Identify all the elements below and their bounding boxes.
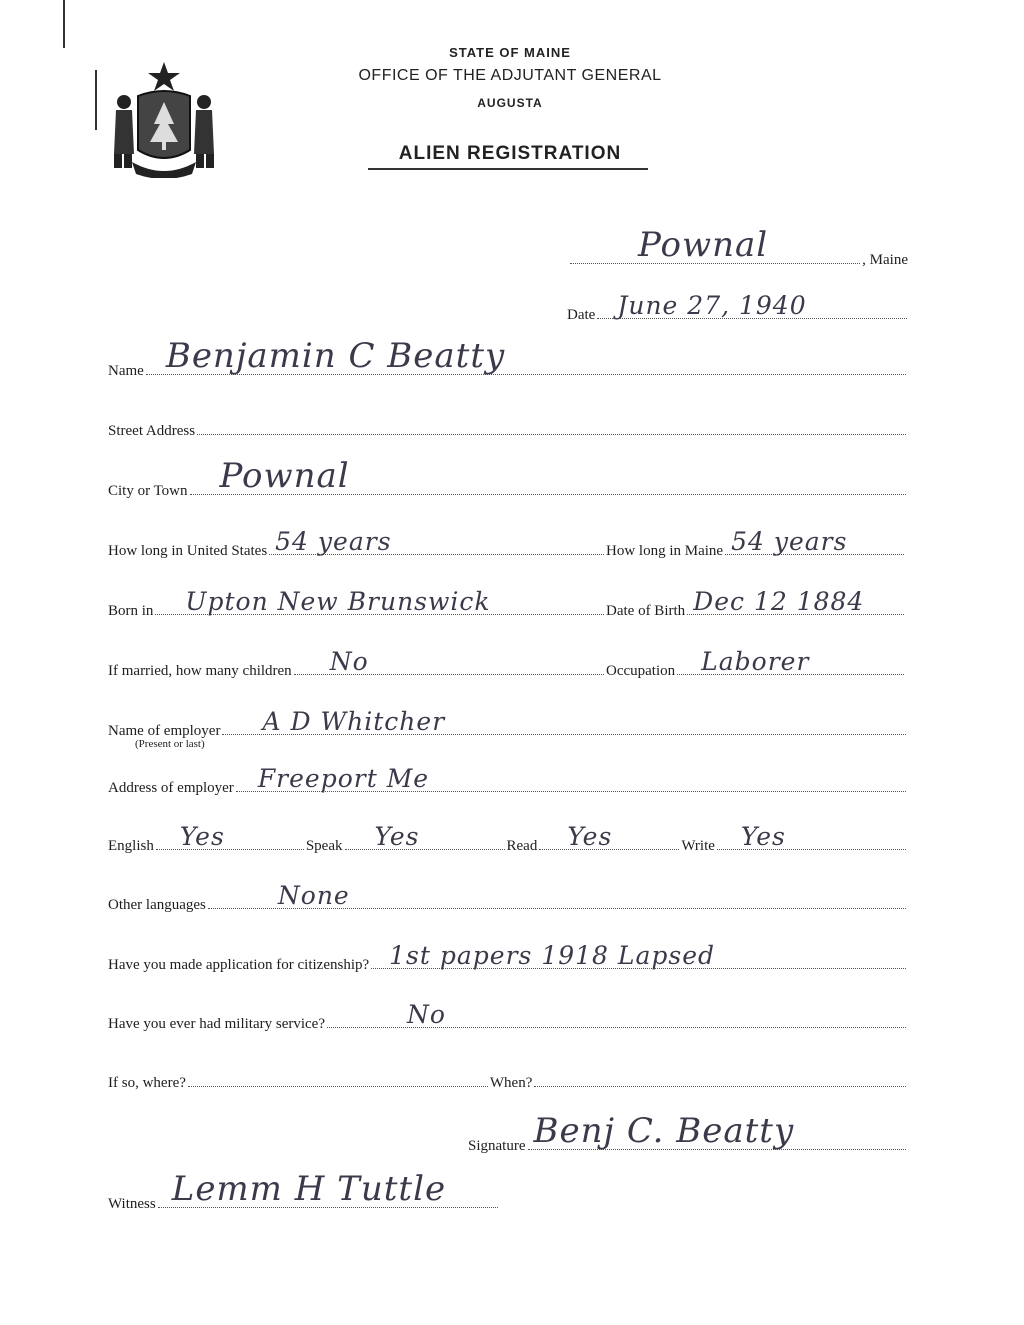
born-in-row bbox=[108, 587, 606, 624]
military-row bbox=[108, 1000, 908, 1037]
when-label: When? bbox=[489, 1075, 533, 1091]
citizenship-field[interactable] bbox=[371, 941, 906, 970]
citizenship-value: 1st papers 1918 Lapsed bbox=[389, 941, 716, 970]
signature-value: Benj C. Beatty bbox=[533, 1111, 795, 1151]
if-so-where-row bbox=[108, 1068, 908, 1096]
form-title: ALIEN REGISTRATION bbox=[398, 143, 622, 164]
name-field[interactable] bbox=[146, 336, 906, 376]
how-long-us-field[interactable] bbox=[269, 527, 604, 556]
signature-row bbox=[468, 1111, 908, 1159]
speak-value: Yes bbox=[374, 822, 420, 851]
how-long-maine-label: How long in Maine bbox=[606, 543, 724, 559]
read-field[interactable] bbox=[539, 822, 679, 851]
scan-artifact bbox=[95, 70, 97, 130]
place-field[interactable] bbox=[570, 225, 860, 265]
place-row bbox=[568, 225, 908, 273]
date-of-birth-field[interactable] bbox=[687, 587, 904, 616]
how-long-maine-field[interactable] bbox=[725, 527, 904, 556]
citizenship-row bbox=[108, 941, 908, 978]
how-long-maine-row bbox=[606, 527, 906, 564]
employer-address-label: Address of employer bbox=[108, 780, 234, 796]
date-of-birth-label: Date of Birth bbox=[606, 603, 686, 619]
name-label: Name bbox=[108, 363, 144, 379]
other-languages-field[interactable] bbox=[208, 881, 906, 910]
military-field[interactable] bbox=[327, 1000, 906, 1029]
english-value: Yes bbox=[179, 822, 225, 851]
born-in-value: Upton New Brunswick bbox=[185, 587, 491, 616]
speak-field[interactable] bbox=[345, 822, 505, 851]
date-row bbox=[567, 291, 909, 328]
children-row bbox=[108, 647, 606, 684]
other-languages-row bbox=[108, 881, 908, 918]
signature-field[interactable] bbox=[528, 1111, 907, 1151]
children-label: If married, how many children bbox=[108, 663, 292, 679]
how-long-us-label: How long in United States bbox=[108, 543, 268, 559]
write-field[interactable] bbox=[717, 822, 906, 851]
city-label: City or Town bbox=[108, 483, 188, 499]
witness-field[interactable] bbox=[158, 1169, 498, 1209]
date-field[interactable] bbox=[597, 291, 907, 320]
military-label: Have you ever had military service? bbox=[108, 1016, 325, 1032]
date-label: Date bbox=[567, 307, 596, 323]
street-address-row bbox=[108, 416, 908, 444]
employer-row bbox=[108, 707, 908, 744]
write-label: Write bbox=[681, 838, 715, 854]
occupation-label: Occupation bbox=[606, 663, 676, 679]
city-row bbox=[108, 456, 908, 504]
date-value: June 27, 1940 bbox=[617, 291, 807, 320]
when-field[interactable] bbox=[534, 1068, 906, 1087]
english-row bbox=[108, 822, 908, 859]
title-underline bbox=[368, 168, 648, 170]
witness-value: Lemm H Tuttle bbox=[171, 1169, 447, 1209]
header-city: AUGUSTA bbox=[477, 96, 543, 110]
employer-sublabel: (Present or last) bbox=[135, 738, 205, 750]
write-value: Yes bbox=[740, 822, 786, 851]
state-seal-icon bbox=[108, 58, 220, 178]
employer-value: A D Whitcher bbox=[262, 707, 446, 736]
street-address-field[interactable] bbox=[197, 416, 906, 435]
english-label: English bbox=[108, 838, 154, 854]
if-so-where-field[interactable] bbox=[188, 1068, 488, 1087]
other-languages-value: None bbox=[277, 881, 350, 910]
employer-label: Name of employer bbox=[108, 723, 221, 739]
occupation-value: Laborer bbox=[701, 647, 810, 676]
children-field[interactable] bbox=[294, 647, 604, 676]
occupation-field[interactable] bbox=[677, 647, 904, 676]
signature-label: Signature bbox=[468, 1138, 526, 1154]
how-long-us-value: 54 years bbox=[275, 527, 392, 556]
if-so-where-label: If so, where? bbox=[108, 1075, 186, 1091]
scan-artifact bbox=[63, 0, 65, 48]
how-long-us-row bbox=[108, 527, 606, 564]
employer-address-value: Freeport Me bbox=[257, 764, 430, 793]
military-value: No bbox=[407, 1000, 446, 1029]
other-languages-label: Other languages bbox=[108, 897, 206, 913]
how-long-maine-value: 54 years bbox=[731, 527, 848, 556]
city-value: Pownal bbox=[219, 456, 350, 496]
occupation-row bbox=[606, 647, 906, 684]
date-of-birth-row bbox=[606, 587, 906, 624]
name-value: Benjamin C Beatty bbox=[165, 336, 506, 376]
header-state: STATE OF MAINE bbox=[449, 45, 571, 60]
header-office: OFFICE OF THE ADJUTANT GENERAL bbox=[358, 67, 662, 84]
read-label: Read bbox=[506, 838, 538, 854]
employer-address-field[interactable] bbox=[236, 764, 906, 793]
date-of-birth-value: Dec 12 1884 bbox=[693, 587, 865, 616]
read-value: Yes bbox=[567, 822, 613, 851]
city-field[interactable] bbox=[190, 456, 906, 496]
citizenship-label: Have you made application for citizenship? bbox=[108, 957, 370, 973]
born-in-field[interactable] bbox=[155, 587, 604, 616]
street-address-label: Street Address bbox=[108, 423, 196, 439]
place-value: Pownal bbox=[638, 225, 769, 265]
born-in-label: Born in bbox=[108, 603, 154, 619]
children-value: No bbox=[329, 647, 369, 676]
name-row bbox=[108, 336, 908, 384]
speak-label: Speak bbox=[305, 838, 343, 854]
english-field[interactable] bbox=[156, 822, 304, 851]
place-suffix: , Maine bbox=[862, 252, 908, 268]
witness-row bbox=[108, 1169, 500, 1217]
employer-field[interactable] bbox=[222, 707, 906, 736]
employer-address-row bbox=[108, 764, 908, 801]
witness-label: Witness bbox=[108, 1196, 156, 1212]
